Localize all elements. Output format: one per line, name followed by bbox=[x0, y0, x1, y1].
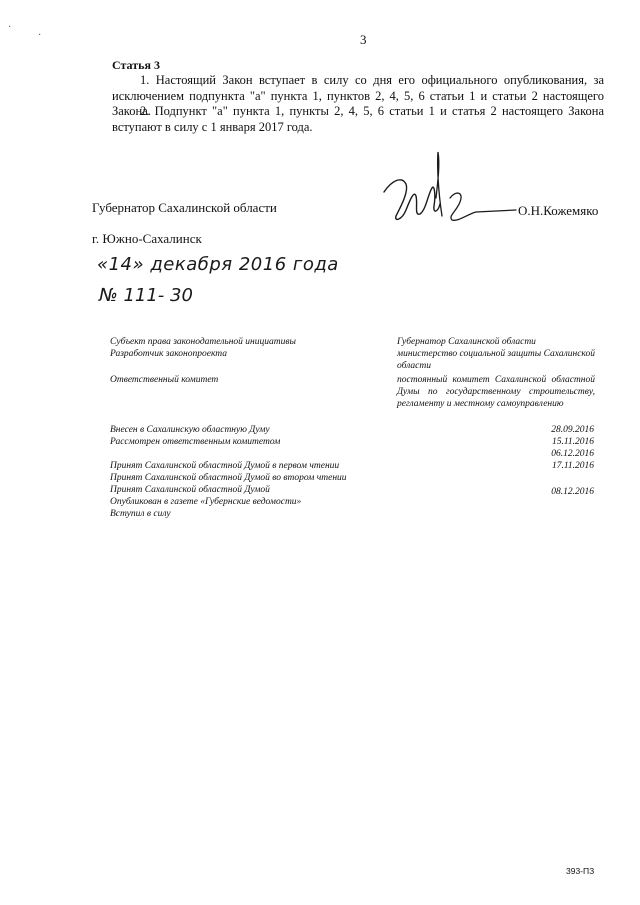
stage-date: 17.11.2016 bbox=[551, 461, 594, 471]
stage-date: 08.12.2016 bbox=[551, 487, 594, 497]
handwritten-date: «14» декабря 2016 года bbox=[97, 254, 339, 275]
signatory-name: О.Н.Кожемяко bbox=[518, 203, 599, 218]
signatory-position: Губернатор Сахалинской области bbox=[92, 200, 277, 215]
stage-label: Принят Сахалинской областной Думой в первом чтении bbox=[110, 461, 340, 471]
handwritten-signature bbox=[376, 150, 526, 230]
scan-speck: · bbox=[38, 30, 42, 41]
info-label-committee: Ответственный комитет bbox=[110, 375, 219, 385]
article-paragraph-2: 2. Подпункт "а" пункта 1, пункты 2, 4, 5, 6 статьи 1 и статья 2 настоящего Закона вступают в силу с 1 января 2017 года. bbox=[112, 104, 604, 134]
stage-label: Внесен в Сахалинскую областную Думу bbox=[110, 425, 270, 435]
stage-label: Опубликован в газете «Губернские ведомости» bbox=[110, 497, 302, 507]
stage-label: Вступил в силу bbox=[110, 509, 171, 519]
handwritten-law-number: № 111- 30 bbox=[99, 285, 193, 306]
article-paragraph-1: 1. Настоящий Закон вступает в силу со дня его официального опубликования, за исключением подпункта "а" пункта 1, пунктов 2, 4, 5, 6 статьи 1 и статьи 2 настоящего Закона. bbox=[112, 73, 604, 118]
info-label-initiative: Субъект права законодательной инициативы bbox=[110, 337, 296, 347]
article-title: Статья 3 bbox=[112, 58, 160, 72]
info-value-committee: постоянный комитет Сахалинской областной Думы по государственному строительству, регламенту и местному самоуправлению bbox=[397, 375, 595, 409]
document-code: 393-ПЗ bbox=[566, 866, 595, 876]
stage-label: Рассмотрен ответственным комитетом bbox=[110, 437, 281, 447]
page-number: 3 bbox=[360, 32, 367, 47]
stage-date: 28.09.2016 bbox=[551, 425, 594, 435]
stage-label: Принят Сахалинской областной Думой bbox=[110, 485, 270, 495]
city: г. Южно-Сахалинск bbox=[92, 231, 202, 246]
info-label-developer: Разработчик законопроекта bbox=[110, 349, 228, 359]
info-value-developer: министерство социальной защиты Сахалинской области bbox=[397, 349, 595, 371]
scan-speck: · bbox=[8, 22, 12, 33]
stage-date: 06.12.2016 bbox=[551, 449, 594, 459]
stage-date: 15.11.2016 bbox=[551, 437, 594, 447]
stage-label: Принят Сахалинской областной Думой во втором чтении bbox=[110, 473, 347, 483]
info-value-initiative: Губернатор Сахалинской области bbox=[397, 337, 536, 347]
